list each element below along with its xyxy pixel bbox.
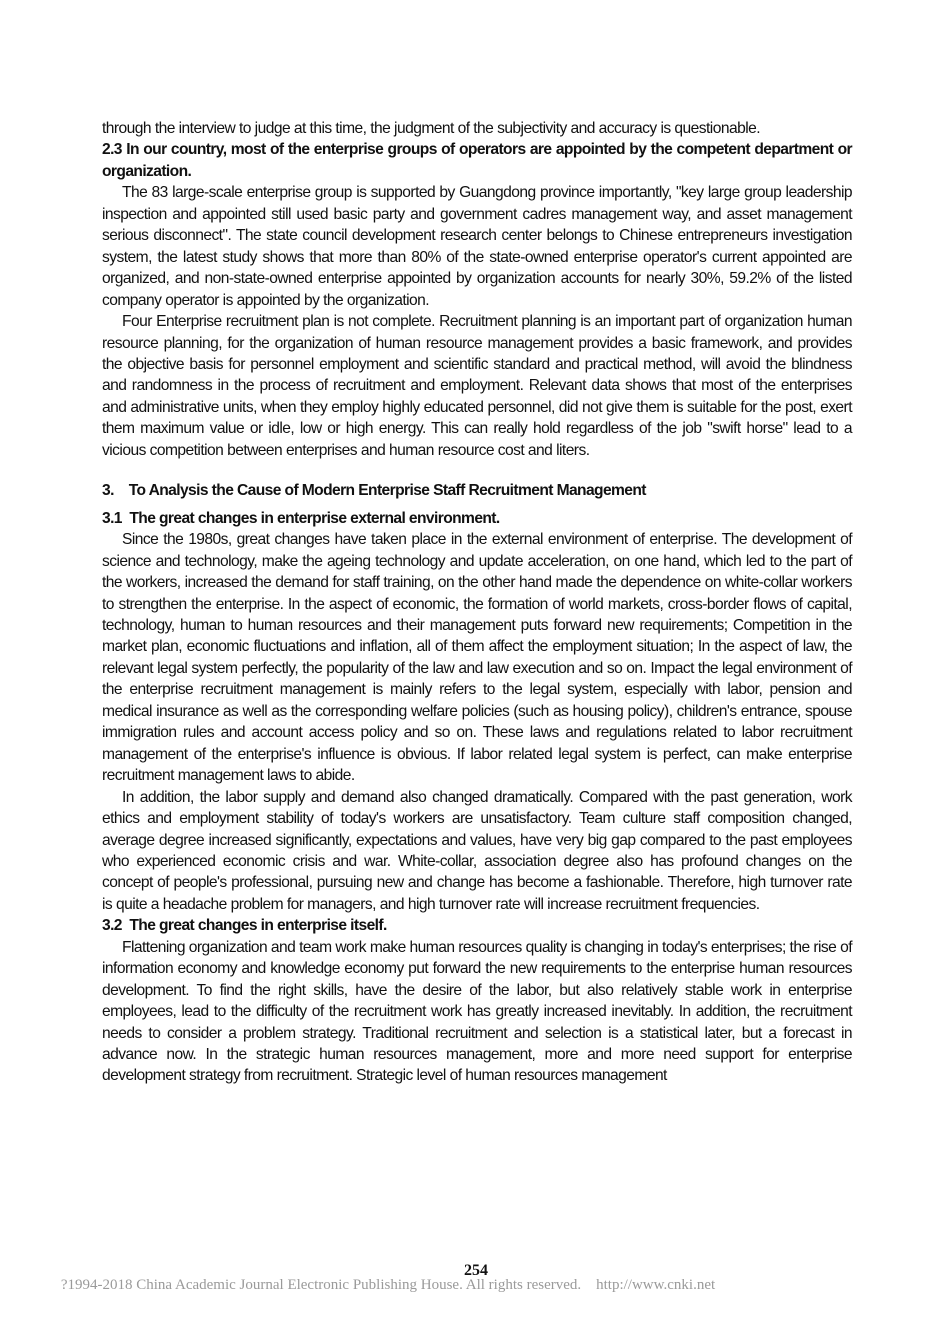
copyright-notice: ?1994-2018 China Academic Journal Electronic Publishing House. All rights reserved. http://www.cnki.net <box>60 1277 716 1293</box>
paragraph-external-environment: Since the 1980s, great changes have taken place in the external environment of enterprise. The development of science and technology, make the ageing technology and update acceleration, on one hand, which led to the part of the workers, increased the demand for staff training, on the other hand made the dependence on white-collar workers to strengthen the enterprise. In the aspect of economic, the formation of world markets, cross-border flows of capital, technology, human to human resources and their management puts forward new requirements; Competition in the market plan, economic fluctuations and inflation, all of them affect the employment situation; In the aspect of law, the relevant legal system perfectly, the popularity of the law and law execution and so on. Impact the legal environment of the enterprise recruitment management is mainly refers to the legal system, especially with labor, pension and medical insurance as well as the corresponding welfare policies (such as housing policy), children's entrance, spouse immigration rules and account access policy and so on. These laws and regulations related to labor recruitment management of the enterprise's influence is obvious. If labor related legal system is perfect, can make enterprise recruitment management laws to abide. <box>102 531 852 785</box>
paragraph-continued: through the interview to judge at this time, the judgment of the subjectivity and accuracy is questionable. <box>102 120 761 137</box>
paragraph-guangdong: The 83 large-scale enterprise group is supported by Guangdong province importantly, "key large group leadership inspection and appointed still used basic party and government cadres management way, and asset management serious disconnect". The state council development research center belongs to Chinese entrepreneurs investigation system, the latest study shows that more than 80% of the state-owned enterprise operator's current appointed are organized, and non-state-owned enterprise appointed by organization accounts for nearly 30%, 59.2% of the listed company operator is appointed by the organization. <box>102 184 852 309</box>
heading-section-3-number: 3. <box>102 482 114 500</box>
page-body <box>102 118 852 1087</box>
paragraph-enterprise-itself: Flattening organization and team work make human resources quality is changing in today's enterprises; the rise of information economy and knowledge economy put forward the new requirements to the enterprise human resources development. To find the right skills, have the desire of the labor, but also relatively stable work in enterprise employees, lead to the difficulty of the recruitment work has greatly increased inevitably. In addition, the recruitment needs to consider a problem strategy. Traditional recruitment and selection is a statistical later, but a forecast in advance now. In the strategic human resources management, more and more need support for enterprise development strategy from recruitment. Strategic level of human resources management <box>102 938 852 1085</box>
page-number: 254 <box>464 1262 488 1279</box>
heading-3-2: 3.2 The great changes in enterprise itself. <box>102 917 387 935</box>
heading-section-3-title: To Analysis the Cause of Modern Enterprise Staff Recruitment Management <box>128 482 646 500</box>
paragraph-recruitment-plan: Four Enterprise recruitment plan is not complete. Recruitment planning is an important part of organization human resource planning, for the organization of human resource management provides a basic framework, and provides the objective basis for personnel employment and scientific standard and practical method, will avoid the blindness and randomness in the process of recruitment and employment. Relevant data shows that most of the enterprises and administrative units, when they employ highly educated personnel, did not give them is suitable for the post, exert them maximum value or idle, low or high energy. This can really hold regardless of the job "swift horse" lead to a vicious competition between enterprises and human resource cost and liters. <box>102 313 852 459</box>
paragraph-labor-supply: In addition, the labor supply and demand also changed dramatically. Compared with the past generation, work ethics and employment stability of today's workers are unsatisfactory. Team culture staff composition changed, average degree increased significantly, expectations and values, have very big gap compared to the past employees who experienced economic crisis and war. White-collar, association degree also has profound changes on the concept of people's professional, pursuing new and change has become a fashionable. Therefore, high turnover rate is quite a headache problem for managers, and high turnover rate will increase recruitment frequencies. <box>102 788 852 913</box>
heading-2-3: 2.3 In our country, most of the enterprise groups of operators are appointed by the competent department or organization. <box>102 141 852 180</box>
heading-3-1: 3.1 The great changes in enterprise external environment. <box>102 509 500 527</box>
heading-section-3 <box>102 480 852 501</box>
